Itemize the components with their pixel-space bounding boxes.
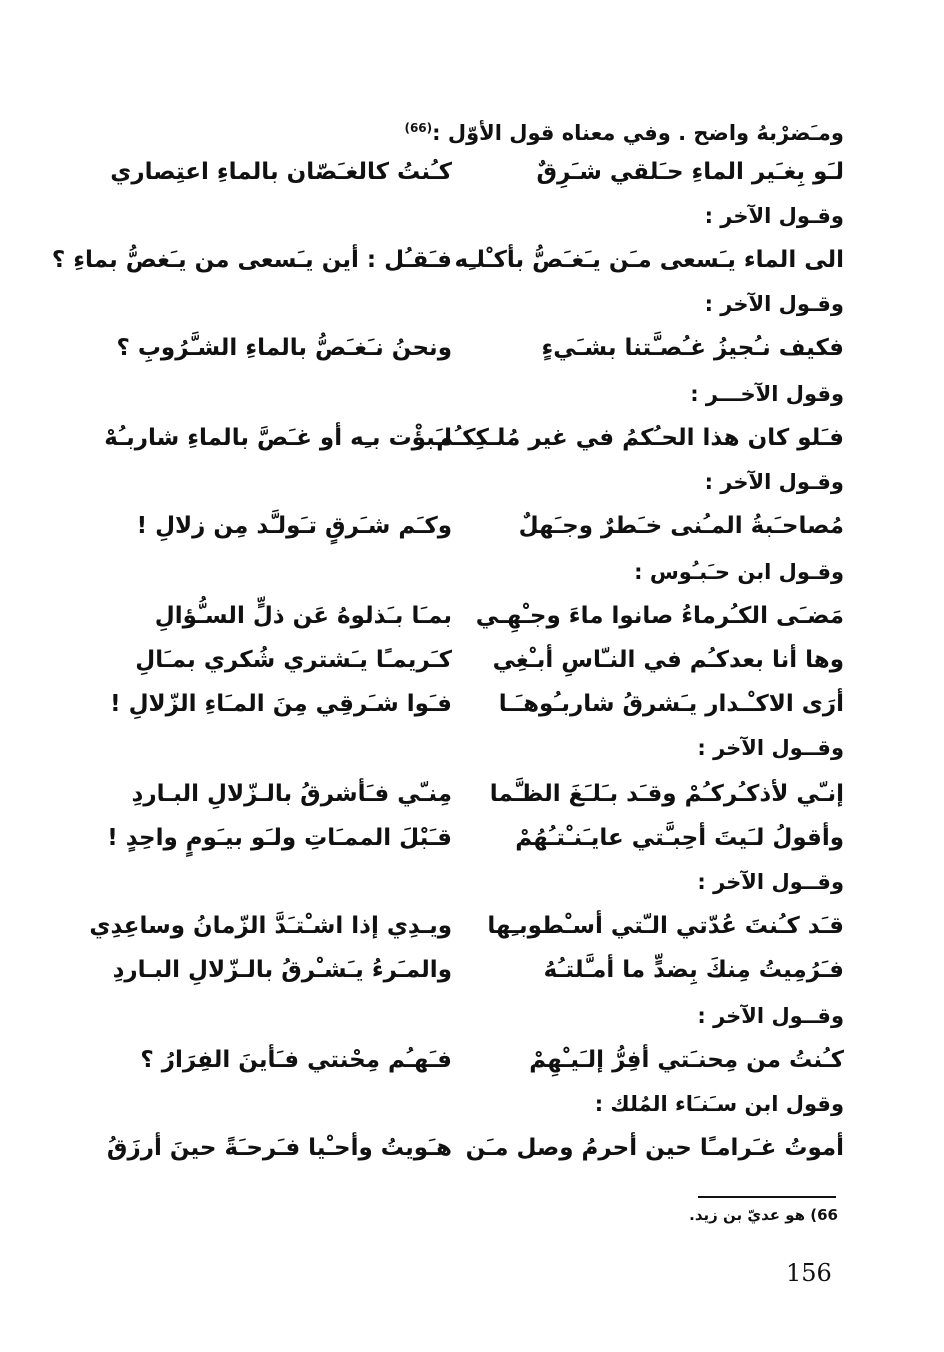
- first-hemistich: فـَرُمِيتُ مِنكَ بِضدٍّ ما أمـَّلتـُهُ: [543, 957, 844, 983]
- second-hemistich: فـَوا شـَرقِي مِنَ المـَاءِ الزّلالِ !: [110, 691, 452, 717]
- verse-line: [0, 818, 944, 858]
- heading-text: وقول ابن سـَنـَاء المُلك :: [594, 1092, 844, 1116]
- verse-line: [0, 418, 944, 458]
- intro-line: [0, 108, 944, 148]
- second-hemistich: والمـَرءُ يـَشـْرقُ بالـزّلالِ البـاردِ: [112, 957, 452, 983]
- verse-line: [0, 152, 944, 192]
- heading-text: وقول الآخـــر :: [690, 382, 844, 406]
- first-hemistich: الى الماء يـَسعى مـَن يـَغـَصُّ بأكـْلـِه: [454, 247, 844, 273]
- second-hemistich: فـَهـُم مِحْنتي فـَأينَ الفِرَارُ ؟: [140, 1047, 452, 1073]
- first-hemistich: مَضـَى الكـُرماءُ صانوا ماءَ وجـْهِـي: [475, 603, 844, 629]
- verse-line: [0, 774, 944, 814]
- attribution-heading: [0, 374, 944, 414]
- first-hemistich: كـُنتُ من مِحنـَتي أفِرُّ إلـَيـْهِمْ: [529, 1047, 844, 1073]
- second-hemistich: مِنـّي فـَأشرقُ بالـزّلالِ البـاردِ: [131, 781, 452, 807]
- footnote-ref: (66): [404, 121, 433, 135]
- verse-line: [0, 1040, 944, 1080]
- second-hemistich: كـَريمـًا يـَشتري شُكري بمـَالِ: [135, 647, 452, 673]
- attribution-heading: [0, 728, 944, 768]
- second-hemistich: ونحنُ نـَغـَصُّ بالماءِ الشـَّرُوبِ ؟: [116, 335, 452, 361]
- second-hemistich: لـَبؤْت بـِه أو غـَصَّ بالماءِ شاربـُهْ: [104, 425, 452, 451]
- intro-text: [84, 108, 844, 153]
- first-hemistich: قـَد كـُنتَ عُدّتي الـّتي أسـْطوبـِها: [487, 913, 844, 939]
- second-hemistich: ويـدِي إذا اشـْتـَدَّ الزّمانُ وساعِدِي: [89, 913, 452, 939]
- verse-line: [0, 596, 944, 636]
- attribution-heading: [0, 284, 944, 324]
- second-hemistich: بمـَا بـَذلوهُ عَن ذلٍّ السـُّؤالِ: [154, 603, 452, 629]
- first-hemistich: لـَو بِغـَير الماءِ حـَلقي شـَرِقٌ: [536, 159, 844, 185]
- second-hemistich: قـَبْلَ الممـَاتِ ولـَو بيـَومٍ واحِدٍ !: [107, 825, 452, 851]
- footnote-divider: [698, 1196, 836, 1198]
- second-hemistich: كـُنتُ كالغـَصّان بالماءِ اعتِصاري: [110, 159, 452, 185]
- second-hemistich: هـَويتُ وأحـْيا فـَرحـَةً حينَ أرزَقُ: [106, 1135, 452, 1161]
- footnote: 66) هو عديّ بن زيد.: [689, 1206, 838, 1224]
- verse-line: [0, 684, 944, 724]
- attribution-heading: [0, 462, 944, 502]
- first-hemistich: فكيف نـُجيزُ غـُصـَّتنا بشـَيءٍ: [541, 335, 844, 361]
- first-hemistich: وها أنا بعدكـُم في النـّاسِ أبـْغِي: [492, 647, 844, 673]
- heading-text: وقـول ابن حـَبـُوس :: [634, 560, 844, 584]
- attribution-heading: [0, 196, 944, 236]
- verse-line: [0, 1128, 944, 1168]
- verse-line: [0, 240, 944, 280]
- verse-line: [0, 950, 944, 990]
- second-hemistich: وكـَم شـَرقٍ تـَولـَّد مِن زلالِ !: [136, 513, 452, 539]
- attribution-heading: [0, 552, 944, 592]
- intro-sentence: ومـَضرْبهُ واضح . وفي معناه قول الأوّل :: [432, 121, 844, 145]
- verse-line: [0, 506, 944, 546]
- first-hemistich: أموتُ غـَرامـًا حين أحرمُ وصل مـَن: [465, 1135, 844, 1161]
- second-hemistich: فـَقـُل : أين يـَسعى من يـَغصُّ بماءِ ؟: [51, 247, 452, 273]
- heading-text: وقـول الآخر :: [704, 204, 844, 228]
- heading-text: وقــول الآخر :: [697, 870, 844, 894]
- verse-line: [0, 328, 944, 368]
- heading-text: وقــول الآخر :: [697, 736, 844, 760]
- attribution-heading: [0, 862, 944, 902]
- first-hemistich: فـَلو كان هذا الحـُكمُ في غير مُلـكِكـُم: [436, 425, 844, 451]
- attribution-heading: [0, 996, 944, 1036]
- verse-line: [0, 906, 944, 946]
- verse-line: [0, 640, 944, 680]
- first-hemistich: وأقولُ لـَيتَ أحِبـَّتي عايـَنـْتـُهُمْ: [515, 825, 844, 851]
- heading-text: وقـول الآخر :: [704, 470, 844, 494]
- first-hemistich: أرَى الاكـْـدار يـَشرقُ شاربـُوهـَـا: [498, 691, 844, 717]
- heading-text: وقــول الآخر :: [697, 1004, 844, 1028]
- page-number: 156: [786, 1259, 832, 1287]
- attribution-heading: [0, 1084, 944, 1124]
- heading-text: وقـول الآخر :: [704, 292, 844, 316]
- first-hemistich: مُصاحـَبةُ المـُنى خـَطرٌ وجـَهلٌ: [518, 513, 844, 539]
- first-hemistich: إنـّي لأذكـُركـُمْ وقـَد بـَلـَغَ الظـَّما: [489, 781, 844, 807]
